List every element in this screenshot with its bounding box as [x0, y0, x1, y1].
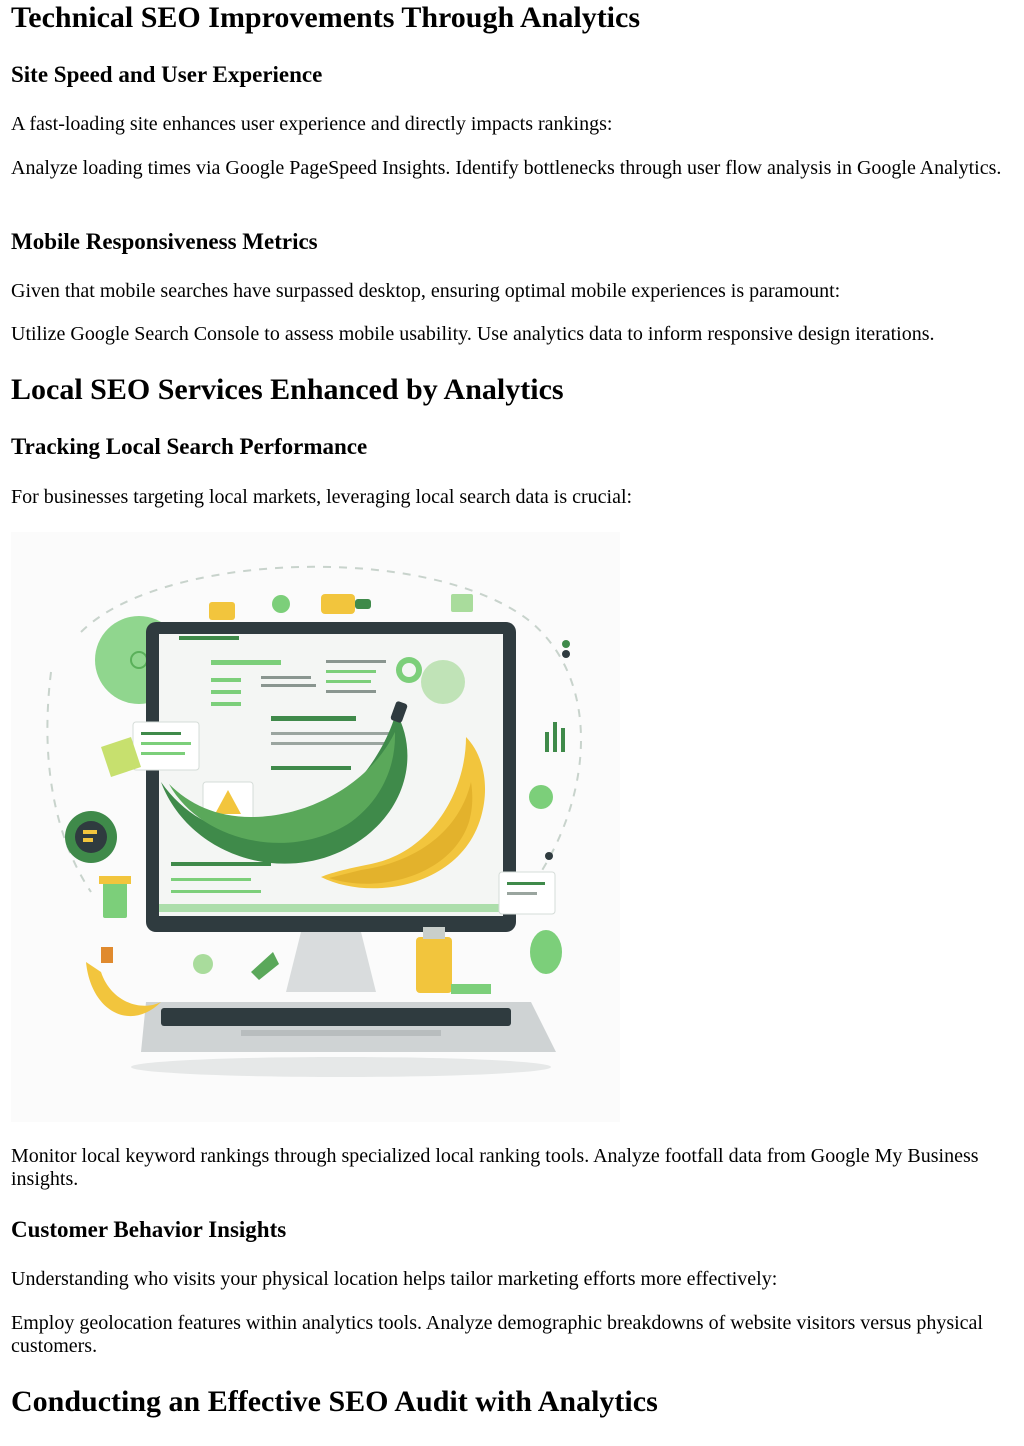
paragraph-local-search-detail: Monitor local keyword rankings through specialized local ranking tools. Analyze footfall data from Google My Business insights. [11, 1145, 979, 1190]
section-heading-seo-audit: Conducting an Effective SEO Audit with Analytics [11, 1385, 658, 1418]
subsection-heading-customer-behavior: Customer Behavior Insights [11, 1217, 287, 1242]
subsection-heading-local-search: Tracking Local Search Performance [11, 434, 368, 459]
paragraph-mobile-detail: Utilize Google Search Console to assess mobile usability. Use analytics data to inform responsive design iterations. [11, 323, 935, 345]
paragraph-mobile-intro: Given that mobile searches have surpassed desktop, ensuring optimal mobile experiences is paramount: [11, 280, 841, 302]
section-heading-technical-seo: Technical SEO Improvements Through Analytics [11, 1, 641, 34]
computer-with-bananas-illustration [11, 532, 620, 1122]
subsection-heading-mobile: Mobile Responsiveness Metrics [11, 229, 318, 254]
paragraph-customer-behavior-detail: Employ geolocation features within analytics tools. Analyze demographic breakdowns of website visitors versus physical customers. [11, 1312, 983, 1357]
paragraph-customer-behavior-intro: Understanding who visits your physical location helps tailor marketing efforts more effectively: [11, 1268, 778, 1290]
paragraph-site-speed-intro: A fast-loading site enhances user experience and directly impacts rankings: [11, 113, 613, 135]
subsection-heading-site-speed: Site Speed and User Experience [11, 62, 323, 87]
paragraph-local-search-intro: For businesses targeting local markets, leveraging local search data is crucial: [11, 486, 633, 508]
section-heading-local-seo: Local SEO Services Enhanced by Analytics [11, 373, 564, 406]
paragraph-site-speed-detail: Analyze loading times via Google PageSpeed Insights. Identify bottlenecks through user flow analysis in Google Analytics. [11, 157, 1002, 179]
